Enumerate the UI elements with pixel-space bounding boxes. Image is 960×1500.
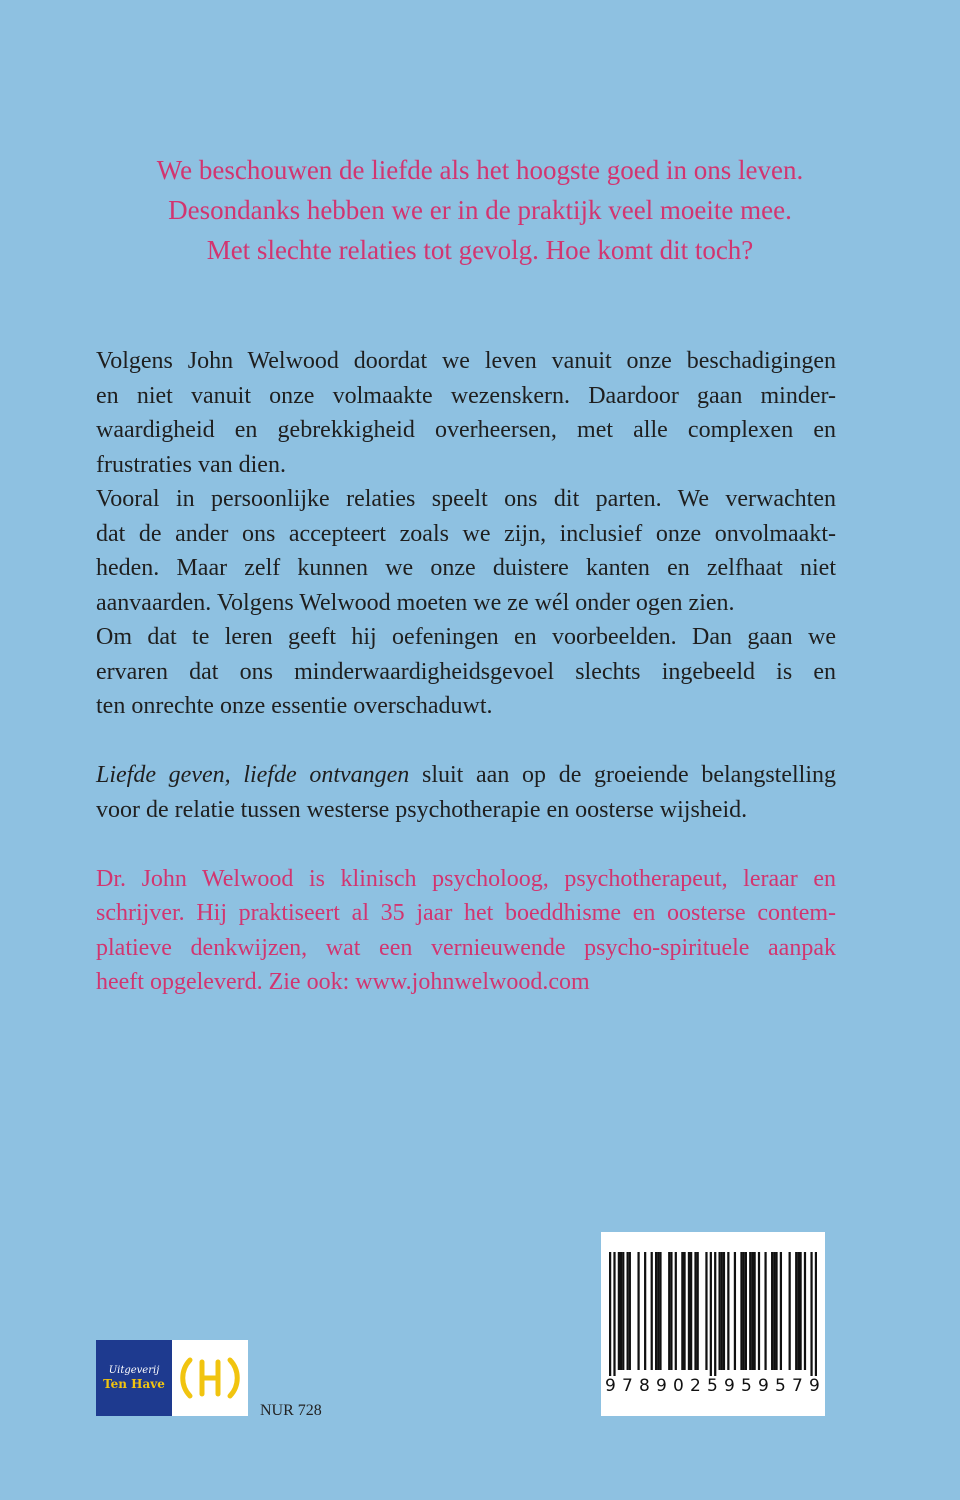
- barcode-digit: 9: [656, 1376, 668, 1396]
- barcode-bar: [727, 1252, 729, 1370]
- barcode-bar: [721, 1252, 723, 1370]
- intro-quote: [60, 150, 900, 270]
- ten-have-h-icon: [180, 1348, 240, 1408]
- barcode-bar: [697, 1252, 699, 1370]
- barcode-digits: [605, 1376, 821, 1396]
- description-line: Om dat te leren geeft hij oefeningen en voorbeelden. Dan gaan we: [96, 624, 836, 650]
- barcode-bar: [637, 1252, 639, 1370]
- intro-line: Desondanks hebben we er in de praktijk veel moeite mee.: [168, 195, 792, 225]
- author-bio-line: schrijver. Hij praktiseert al 35 jaar het boeddhisme en oosterse contem-: [96, 900, 836, 926]
- publisher-label-name: Ten Have: [103, 1377, 165, 1391]
- barcode-digit: 5: [741, 1376, 753, 1396]
- barcode-bar: [651, 1252, 653, 1370]
- barcode-bar: [797, 1252, 799, 1370]
- barcode-bar: [681, 1252, 683, 1370]
- barcode-bar: [690, 1252, 692, 1370]
- barcode-digit: 5: [775, 1376, 787, 1396]
- barcode-digit: 9: [724, 1376, 736, 1396]
- description-line: dat de ander ons accepteert zoals we zijn, inclusief onze onvolmaakt-: [96, 520, 836, 547]
- barcode-bar: [670, 1252, 672, 1370]
- barcode-bar: [657, 1252, 659, 1370]
- barcode-bar: [758, 1252, 760, 1370]
- barcode-bar: [754, 1252, 756, 1370]
- barcode-bar: [655, 1252, 657, 1370]
- barcode-digit: 8: [639, 1376, 651, 1396]
- description-line: Volgens John Welwood doordat we leven vanuit onze beschadigingen: [96, 348, 836, 374]
- barcode-bar: [799, 1252, 801, 1370]
- intro-line: We beschouwen de liefde als het hoogste goed in ons leven.: [156, 155, 804, 185]
- barcode-bar: [683, 1252, 685, 1370]
- barcode-bar: [764, 1252, 766, 1370]
- publisher-logo: [96, 1340, 248, 1416]
- barcode-bar: [705, 1252, 707, 1370]
- book-title-italic: Liefde geven, liefde ontvangen: [96, 762, 410, 788]
- barcode-bar: [710, 1252, 712, 1376]
- barcode-bar: [780, 1252, 782, 1370]
- barcode-bar: [613, 1252, 615, 1376]
- barcode-bar: [723, 1252, 725, 1370]
- barcode-bar: [789, 1252, 791, 1370]
- barcode-bar: [629, 1252, 631, 1370]
- barcode-bar: [714, 1252, 716, 1376]
- barcode-bar: [775, 1252, 777, 1370]
- description-line: heden. Maar zelf kunnen we onze duistere kanten en zelfhaat niet: [96, 555, 836, 581]
- barcode-bar: [815, 1252, 817, 1376]
- barcode-bar: [743, 1252, 745, 1370]
- description-line: ten onrechte onze essentie overschaduwt.: [96, 693, 493, 719]
- barcode-bar: [688, 1252, 690, 1370]
- publisher-logo-label: [96, 1340, 172, 1416]
- description-line: aanvaarden. Volgens Welwood moeten we ze wél onder ogen zien.: [96, 589, 735, 616]
- barcode-bar: [751, 1252, 753, 1370]
- barcode-bars: [609, 1252, 817, 1376]
- barcode-bar: [659, 1252, 661, 1370]
- barcode-bar: [627, 1252, 629, 1370]
- nur-code: NUR 728: [260, 1402, 322, 1419]
- barcode-bar: [644, 1252, 646, 1370]
- description-line: waardigheid en gebrekkigheid overheersen, met alle complexen en: [96, 417, 836, 443]
- barcode-bar: [771, 1252, 773, 1370]
- paragraph-spacer: [96, 724, 836, 759]
- barcode-digit: 2: [690, 1376, 702, 1396]
- book-description: [96, 344, 836, 1000]
- barcode-bar: [622, 1252, 624, 1370]
- barcode-digit: 9: [809, 1376, 821, 1396]
- barcode-digit: 0: [673, 1376, 685, 1396]
- barcode-digit: 9: [605, 1376, 617, 1396]
- description-line: frustraties van dien.: [96, 451, 286, 478]
- publisher-mark: [172, 1340, 248, 1416]
- barcode-bar: [694, 1252, 696, 1370]
- context-text: sluit aan op de groeiende belangstelling: [409, 762, 836, 788]
- paragraph-spacer: [96, 827, 836, 862]
- author-bio-line: heeft opgeleverd. Zie ook: www.johnwelwood.com: [96, 969, 590, 995]
- context-line: voor de relatie tussen westerse psychotherapie en oosterse wijsheid.: [96, 796, 748, 823]
- description-line: Vooral in persoonlijke relaties speelt ons dit parten. We verwachten: [96, 486, 836, 512]
- barcode-bar: [675, 1252, 677, 1370]
- barcode-digit: 5: [707, 1376, 719, 1396]
- barcode-bar: [773, 1252, 775, 1370]
- barcode-digit: 7: [792, 1376, 804, 1396]
- isbn-barcode: [601, 1232, 825, 1416]
- barcode-bar: [804, 1252, 806, 1370]
- barcode-bar: [618, 1252, 620, 1370]
- barcode-bar: [620, 1252, 622, 1370]
- barcode-bar: [749, 1252, 751, 1370]
- barcode-bar: [795, 1252, 797, 1370]
- barcode-bar: [609, 1252, 611, 1376]
- context-line: [96, 758, 836, 793]
- intro-line: Met slechte relaties tot gevolg. Hoe komt dit toch?: [206, 235, 754, 265]
- barcode-bar: [810, 1252, 812, 1376]
- barcode-bar: [734, 1252, 736, 1370]
- author-bio-line: Dr. John Welwood is klinisch psycholoog, psychotherapeut, leraar en: [96, 865, 836, 892]
- barcode-bar: [668, 1252, 670, 1370]
- barcode-digit: 7: [622, 1376, 634, 1396]
- description-line: en niet vanuit onze volmaakte wezenskern. Daardoor gaan minder-: [96, 382, 836, 409]
- description-line: ervaren dat ons minderwaardigheidsgevoel slechts ingebeeld is en: [96, 658, 836, 685]
- barcode-bar: [740, 1252, 742, 1370]
- barcode-digit: 9: [758, 1376, 770, 1396]
- barcode-bar: [718, 1252, 720, 1370]
- publisher-label-top: Uitgeverij: [108, 1365, 160, 1376]
- barcode-bar: [745, 1252, 747, 1370]
- author-bio-line: platieve denkwijzen, wat een vernieuwende psycho-spirituele aanpak: [96, 934, 836, 961]
